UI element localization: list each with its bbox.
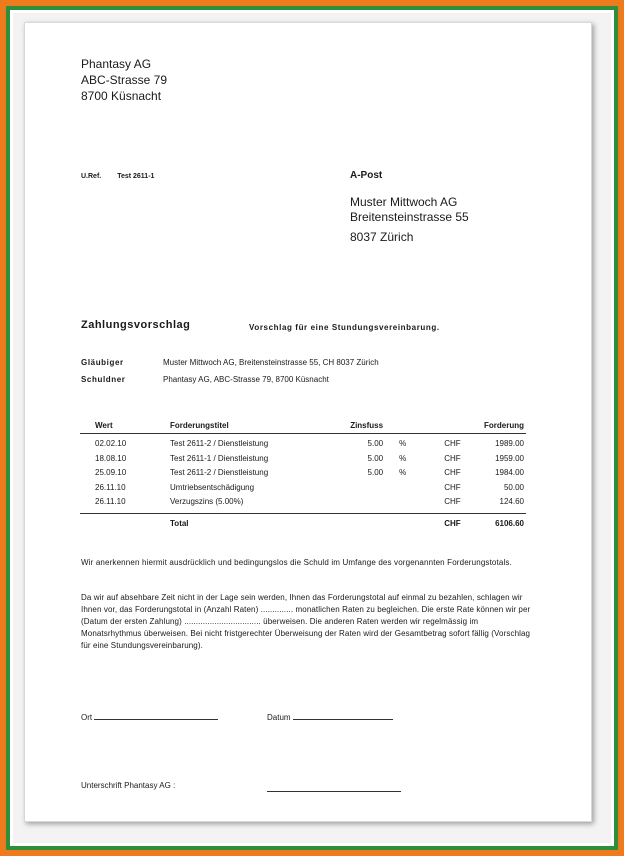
header-pct-spacer <box>383 418 412 434</box>
place-line[interactable] <box>94 719 218 720</box>
recipient-city: 8037 Zürich <box>350 230 414 244</box>
place-label: Ort <box>81 713 93 722</box>
total-pct-spacer <box>383 514 412 532</box>
total-spacer <box>80 514 170 532</box>
total-rate-spacer <box>331 514 383 532</box>
claims-table <box>80 418 526 531</box>
delivery-type: A-Post <box>350 170 383 181</box>
reference-value: Test 2611-1 <box>117 173 155 180</box>
table-row <box>80 466 526 481</box>
row-rate <box>331 495 383 510</box>
row-title: Umtriebsentschädigung <box>170 482 255 492</box>
header-title: Forderungstitel <box>170 421 229 430</box>
recipient-name: Muster Mittwoch AG <box>350 195 458 209</box>
header-currency-spacer <box>412 418 484 434</box>
row-title: Test 2611-1 / Dienstleistung <box>170 453 269 463</box>
row-amount: 50.00 <box>503 482 524 492</box>
row-title: Verzugszins (5.00%) <box>170 497 244 507</box>
document-subtitle: Vorschlag für eine Stundungsvereinbarung. <box>249 323 440 332</box>
signature-line[interactable] <box>267 791 401 792</box>
row-date: 25.09.10 <box>95 468 127 478</box>
header-date: Wert <box>95 421 113 430</box>
date-label: Datum <box>267 713 291 722</box>
header-amount: Forderung <box>484 421 524 430</box>
acknowledgement-paragraph: Wir anerkennen hiermit ausdrücklich und bedingungslos die Schuld im Umfange des vorgenannten Forderungstotals. <box>81 558 512 567</box>
signature-label: Unterschrift Phantasy AG : <box>81 781 176 790</box>
creditor-value: Muster Mittwoch AG, Breitensteinstrasse 55, CH 8037 Zürich <box>163 358 379 367</box>
row-currency: CHF <box>444 453 461 463</box>
table-row <box>80 434 526 452</box>
table-row <box>80 451 526 466</box>
parties-block <box>81 354 379 388</box>
debtor-row <box>81 371 379 388</box>
row-title: Test 2611-2 / Dienstleistung <box>170 439 269 449</box>
reference-label: U.Ref. <box>81 173 102 180</box>
row-currency: CHF <box>444 439 461 449</box>
header-rate: Zinsfuss <box>350 421 384 430</box>
total-row <box>80 514 526 532</box>
table-row <box>80 480 526 495</box>
row-pct <box>383 480 412 495</box>
sender-address <box>81 56 167 104</box>
row-pct: % <box>399 468 407 478</box>
recipient-address <box>350 195 469 245</box>
row-date: 18.08.10 <box>95 453 127 463</box>
total-amount: 6106.60 <box>495 519 524 529</box>
row-currency: CHF <box>444 482 461 492</box>
row-pct: % <box>399 453 407 463</box>
row-rate <box>331 480 383 495</box>
debtor-value: Phantasy AG, ABC-Strasse 79, 8700 Küsnacht <box>163 375 329 384</box>
document-title: Zahlungsvorschlag <box>81 319 191 331</box>
row-currency: CHF <box>444 497 461 507</box>
row-date: 02.02.10 <box>95 439 127 449</box>
recipient-street: Breitensteinstrasse 55 <box>350 210 469 224</box>
sender-name: Phantasy AG <box>81 57 152 71</box>
proposal-paragraph: Da wir auf absehbare Zeit nicht in der Lage sein werden, Ihnen das Forderungstotal auf einmal zu bezahlen, schlagen wir Ihnen vor, das Forderungstotal in (Anzahl Raten) .............. monatlichen Raten zu begleichen. Die erste Rate können wir per (Datum der ersten Zahlung) ................................. überweisen. Die anderen Raten werden wir regelmässig im Monatsrhythmus überweisen. Bei nicht fristgerechter Überweisung der Raten wird der Gesamtbetrag sofort fällig (Vorschlag für eine Stundungsvereinbarung). <box>81 593 531 650</box>
row-title: Test 2611-2 / Dienstleistung <box>170 468 269 478</box>
row-date: 26.11.10 <box>95 497 126 507</box>
row-amount: 1959.00 <box>495 453 524 463</box>
creditor-label: Gläubiger <box>81 358 124 367</box>
place-field <box>81 713 218 722</box>
row-rate: 5.00 <box>367 439 384 449</box>
sender-city: 8700 Küsnacht <box>81 89 162 103</box>
creditor-row <box>81 354 379 371</box>
table-row <box>80 495 526 510</box>
row-amount: 124.60 <box>499 497 524 507</box>
debtor-label: Schuldner <box>81 375 126 384</box>
total-label: Total <box>170 519 189 529</box>
row-currency: CHF <box>444 468 461 478</box>
reference-line <box>81 173 154 180</box>
table-header-row <box>80 418 526 434</box>
sender-street: ABC-Strasse 79 <box>81 73 168 87</box>
date-line[interactable] <box>293 719 393 720</box>
letter-page <box>24 22 592 822</box>
total-currency: CHF <box>444 519 461 529</box>
date-field <box>267 713 393 722</box>
row-date: 26.11.10 <box>95 482 126 492</box>
row-rate: 5.00 <box>367 453 384 463</box>
row-amount: 1984.00 <box>495 468 524 478</box>
row-rate: 5.00 <box>367 468 384 478</box>
row-pct: % <box>399 439 407 449</box>
row-pct <box>383 495 412 510</box>
row-amount: 1989.00 <box>495 439 524 449</box>
